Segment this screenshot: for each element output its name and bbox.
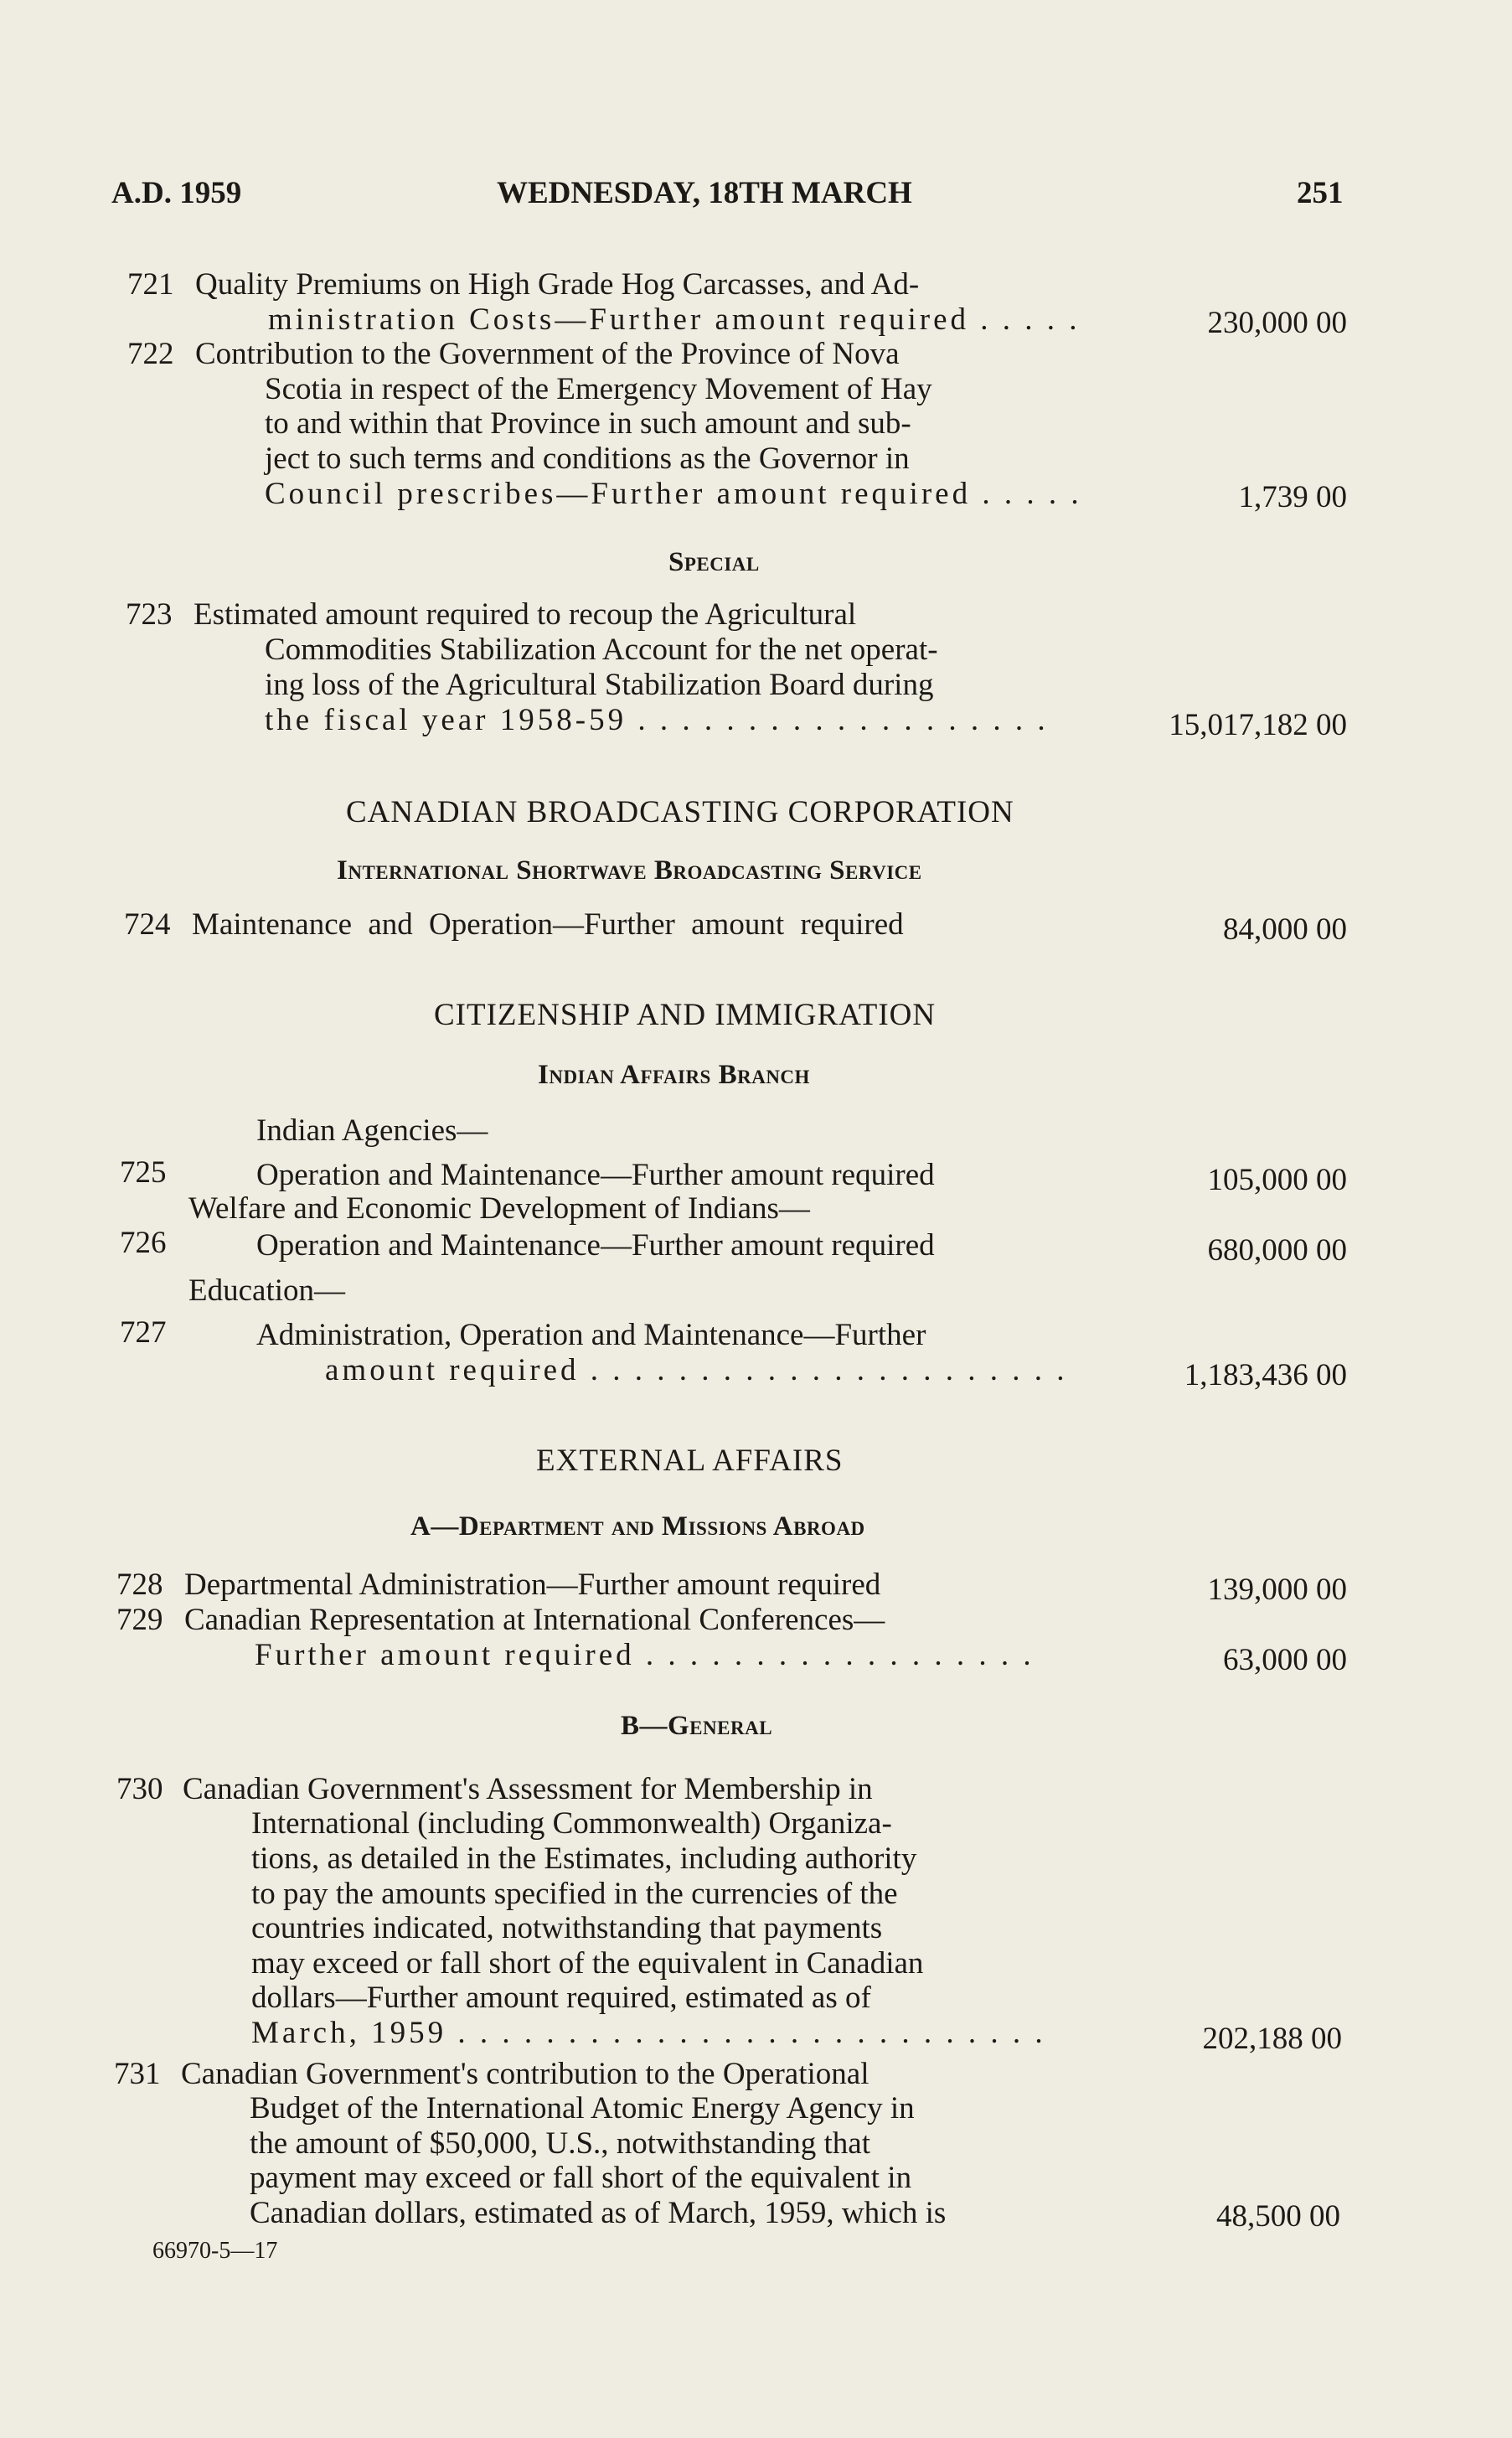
- item-text-line: Estimated amount required to recoup the Agricultural: [194, 597, 857, 632]
- section-subheading: Special: [668, 547, 760, 577]
- item-number: 731: [114, 2057, 161, 2091]
- item-number: 727: [120, 1315, 167, 1350]
- section-heading: EXTERNAL AFFAIRS: [536, 1444, 844, 1478]
- item-text-line: tions, as detailed in the Estimates, including authority: [251, 1841, 917, 1876]
- item-number: 726: [120, 1226, 167, 1260]
- item-amount: 1,739 00: [1238, 480, 1347, 514]
- print-code: 66970-5—17: [152, 2238, 278, 2264]
- item-text-line: Canadian Government's contribution to the Operational: [181, 2057, 870, 2091]
- item-number: 725: [120, 1155, 167, 1190]
- item-number: 722: [127, 337, 174, 371]
- item-text-line: Canadian Representation at International Conferences—: [184, 1603, 885, 1637]
- item-text-line: Council prescribes—Further amount required . . . . .: [265, 477, 1082, 511]
- item-text-line: ject to such terms and conditions as the Governor in: [265, 442, 910, 476]
- item-text-line: Budget of the International Atomic Energy Agency in: [250, 2091, 915, 2126]
- section-subheading: B—General: [621, 1711, 773, 1741]
- item-amount: 15,017,182 00: [1169, 708, 1347, 742]
- item-text-line: Quality Premiums on High Grade Hog Carcasses, and Ad-: [195, 267, 920, 302]
- group-label: Indian Agencies—: [256, 1113, 488, 1148]
- item-text-line: Commodities Stabilization Account for the net operat-: [265, 633, 938, 667]
- item-text-line: ministration Costs—Further amount required . . . . .: [268, 302, 1081, 337]
- item-number: 724: [124, 907, 171, 942]
- item-text-line: amount required . . . . . . . . . . . . . . . . . . . . . .: [325, 1353, 1068, 1387]
- item-amount: 230,000 00: [1207, 306, 1347, 340]
- section-subheading: International Shortwave Broadcasting Service: [337, 855, 922, 886]
- item-text-line: International (including Commonwealth) Organiza-: [251, 1806, 892, 1841]
- item-text-line: Canadian Government's Assessment for Membership in: [183, 1772, 873, 1806]
- item-amount: 84,000 00: [1223, 912, 1347, 947]
- item-text-line: dollars—Further amount required, estimated as of: [251, 1981, 871, 2015]
- item-text-line: Departmental Administration—Further amount required: [184, 1568, 881, 1602]
- item-text-line: Maintenance and Operation—Further amount required: [192, 907, 904, 942]
- group-label: Education—: [188, 1273, 346, 1308]
- item-amount: 680,000 00: [1207, 1233, 1347, 1268]
- header-year: A.D. 1959: [111, 176, 242, 210]
- item-text-line: to pay the amounts specified in the currencies of the: [251, 1877, 898, 1911]
- item-text-line: the fiscal year 1958-59 . . . . . . . . . . . . . . . . . . .: [265, 703, 1049, 737]
- item-amount: 1,183,436 00: [1184, 1358, 1347, 1392]
- item-text-line: Canadian dollars, estimated as of March, 1959, which is: [250, 2196, 947, 2230]
- section-subheading: A—Department and Missions Abroad: [410, 1511, 865, 1542]
- page-number: 251: [1297, 176, 1344, 210]
- item-text-line: Administration, Operation and Maintenance—Further: [256, 1318, 926, 1352]
- item-number: 728: [116, 1568, 163, 1602]
- item-text-line: Contribution to the Government of the Province of Nova: [195, 337, 900, 371]
- item-text-line: ing loss of the Agricultural Stabilization Board during: [265, 668, 934, 702]
- item-text-line: may exceed or fall short of the equivalent in Canadian: [251, 1946, 924, 1981]
- section-heading: CITIZENSHIP AND IMMIGRATION: [434, 998, 937, 1032]
- item-text-line: the amount of $50,000, U.S., notwithstanding that: [250, 2126, 870, 2161]
- section-heading: CANADIAN BROADCASTING CORPORATION: [346, 795, 1014, 829]
- item-text-line: to and within that Province in such amount and sub-: [265, 406, 911, 441]
- item-text-line: payment may exceed or fall short of the equivalent in: [250, 2161, 912, 2195]
- item-text-line: Operation and Maintenance—Further amount required: [256, 1228, 935, 1263]
- item-amount: 48,500 00: [1216, 2199, 1340, 2234]
- item-amount: 105,000 00: [1207, 1163, 1347, 1197]
- item-number: 730: [116, 1772, 163, 1806]
- item-text-line: Operation and Maintenance—Further amount required: [256, 1158, 935, 1192]
- header-date: WEDNESDAY, 18TH MARCH: [497, 176, 912, 210]
- item-number: 729: [116, 1603, 163, 1637]
- item-amount: 202,188 00: [1202, 2022, 1342, 2056]
- section-subheading: Indian Affairs Branch: [538, 1060, 810, 1090]
- item-text-line: countries indicated, notwithstanding that payments: [251, 1911, 883, 1945]
- item-amount: 63,000 00: [1223, 1643, 1347, 1677]
- item-text-line: March, 1959 . . . . . . . . . . . . . . . . . . . . . . . . . . .: [251, 2016, 1046, 2050]
- item-number: 721: [127, 267, 174, 302]
- group-label: Welfare and Economic Development of Indians—: [188, 1191, 810, 1226]
- item-text-line: Further amount required . . . . . . . . . . . . . . . . . .: [255, 1638, 1035, 1672]
- item-number: 723: [126, 597, 173, 632]
- item-text-line: Scotia in respect of the Emergency Movement of Hay: [265, 372, 932, 406]
- item-amount: 139,000 00: [1207, 1573, 1347, 1607]
